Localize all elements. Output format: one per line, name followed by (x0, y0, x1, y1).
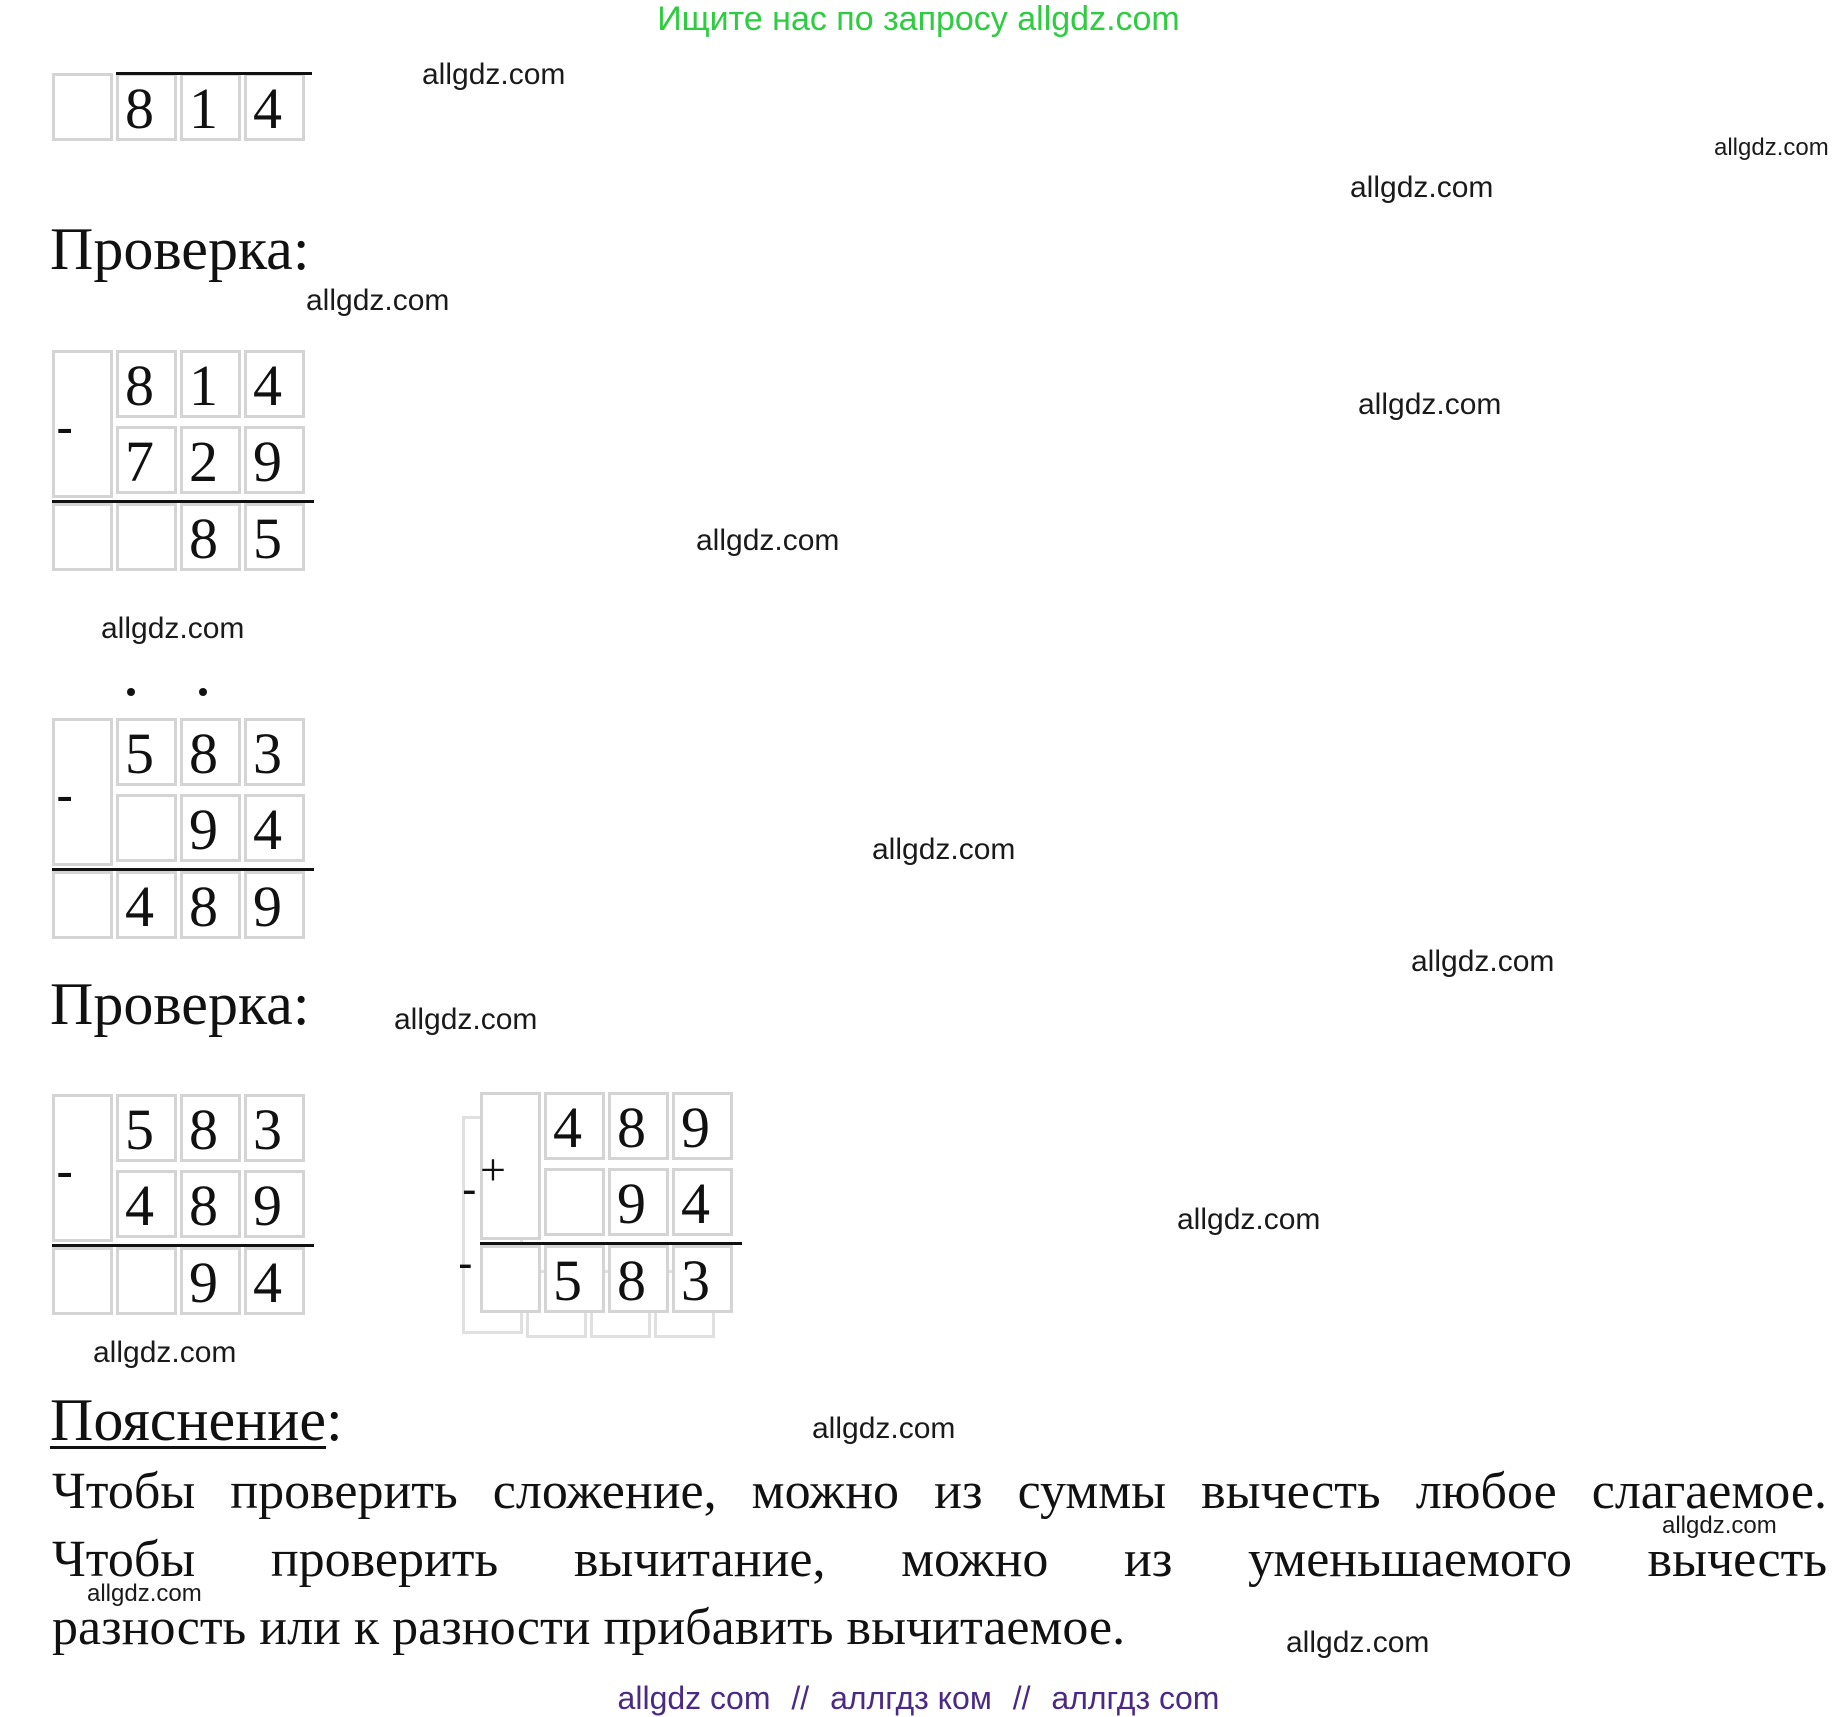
digit-cell: 7 (116, 426, 177, 494)
digit-cell (52, 1247, 113, 1315)
explanation-line-1: Чтобы проверить сложение, можно из суммы вычесть любое слагаемое. (52, 1463, 1827, 1520)
borrow-dot (127, 688, 135, 696)
digit-cell: 8 (180, 1170, 241, 1238)
digit-cell (52, 503, 113, 571)
word: из (1124, 1531, 1173, 1588)
digit-cell: 5 (244, 503, 305, 571)
digit-cell: 9 (608, 1168, 669, 1236)
digit-cell: 4 (244, 350, 305, 418)
digit-cell: 4 (672, 1168, 733, 1236)
watermark: allgdz.com (812, 1412, 956, 1445)
watermark: allgdz.com (1714, 134, 1829, 161)
digit-cell: 3 (244, 1094, 305, 1162)
watermark: allgdz.com (872, 833, 1016, 866)
word: Чтобы (52, 1531, 196, 1588)
watermark: allgdz.com (1350, 171, 1494, 204)
watermark: allgdz.com (1286, 1626, 1430, 1659)
check-heading: Проверка: (50, 216, 310, 282)
watermark: allgdz.com (306, 284, 450, 317)
digit-cell: 4 (116, 1170, 177, 1238)
digit-cell: 9 (244, 426, 305, 494)
ghost-minus-sign: - (458, 1239, 473, 1288)
digit-cell: 4 (116, 871, 177, 939)
word: уменьшаемого (1247, 1531, 1572, 1588)
digit-cell: 8 (180, 871, 241, 939)
minus-sign: - (56, 399, 74, 457)
digit-cell: 8 (116, 73, 177, 141)
word: вычитание, (573, 1531, 826, 1588)
explanation-heading (50, 1386, 343, 1455)
digit-cell: 5 (544, 1245, 605, 1313)
banner-part: allgdz com (617, 1680, 771, 1716)
digit-cell: 4 (244, 1247, 305, 1315)
digit-cell: 9 (180, 1247, 241, 1315)
bottom-banner (0, 1680, 1837, 1717)
plus-sign: + (480, 1144, 506, 1195)
digit-cell: 1 (180, 73, 241, 141)
minus-sign: - (56, 1143, 74, 1201)
word: можно (901, 1531, 1049, 1588)
digit-cell (480, 1245, 541, 1313)
digit-cell: 5 (116, 718, 177, 786)
digit-cell: 8 (608, 1245, 669, 1313)
digit-cell (116, 503, 177, 571)
digit-cell: 9 (672, 1092, 733, 1160)
explanation-heading-word: Пояснение (50, 1387, 327, 1453)
watermark: allgdz.com (422, 58, 566, 91)
digit-cell: 3 (672, 1245, 733, 1313)
watermark: allgdz.com (87, 1580, 202, 1607)
digit-cell: 8 (180, 1094, 241, 1162)
overline-rule (116, 72, 312, 75)
minus-sign: - (56, 767, 74, 825)
watermark: allgdz.com (1411, 945, 1555, 978)
top-banner: Ищите нас по запросу allgdz.com (657, 0, 1180, 38)
digit-cell (544, 1168, 605, 1236)
explanation-heading-colon: : (326, 1387, 343, 1453)
check-heading-2: Проверка: (50, 971, 310, 1037)
digit-cell: 4 (244, 73, 305, 141)
word: вычесть (1647, 1531, 1828, 1588)
digit-cell: 8 (180, 503, 241, 571)
banner-separator: // (1012, 1680, 1031, 1716)
digit-cell: 3 (244, 718, 305, 786)
digit-cell (52, 871, 113, 939)
digit-cell: 2 (180, 426, 241, 494)
banner-part: аллгдз com (1051, 1680, 1220, 1716)
watermark: allgdz.com (93, 1336, 237, 1369)
digit-cell: 4 (244, 794, 305, 862)
digit-cell: 9 (244, 871, 305, 939)
watermark: allgdz.com (394, 1003, 538, 1036)
banner-part: аллгдз ком (830, 1680, 992, 1716)
digit-cell: 8 (116, 350, 177, 418)
digit-cell: 1 (180, 350, 241, 418)
borrow-dot (199, 688, 207, 696)
explanation-line-2 (52, 1526, 1827, 1594)
watermark: allgdz.com (1662, 1512, 1777, 1539)
digit-cell: 9 (180, 794, 241, 862)
watermark: allgdz.com (101, 612, 245, 645)
word: проверить (270, 1531, 499, 1588)
ghost-minus-sign: - (462, 1165, 477, 1214)
digit-cell (116, 794, 177, 862)
explanation-line-3: разность или к разности прибавить вычитаемое. (52, 1599, 1126, 1656)
digit-cell: 9 (244, 1170, 305, 1238)
digit-cell: 8 (180, 718, 241, 786)
watermark: allgdz.com (696, 524, 840, 557)
watermark: allgdz.com (1177, 1203, 1321, 1236)
banner-separator: // (791, 1680, 810, 1716)
digit-cell: 8 (608, 1092, 669, 1160)
digit-cell: 5 (116, 1094, 177, 1162)
digit-cell (116, 1247, 177, 1315)
digit-cell (52, 73, 113, 141)
explanation-text (52, 1458, 1827, 1662)
watermark: allgdz.com (1358, 388, 1502, 421)
digit-cell: 4 (544, 1092, 605, 1160)
